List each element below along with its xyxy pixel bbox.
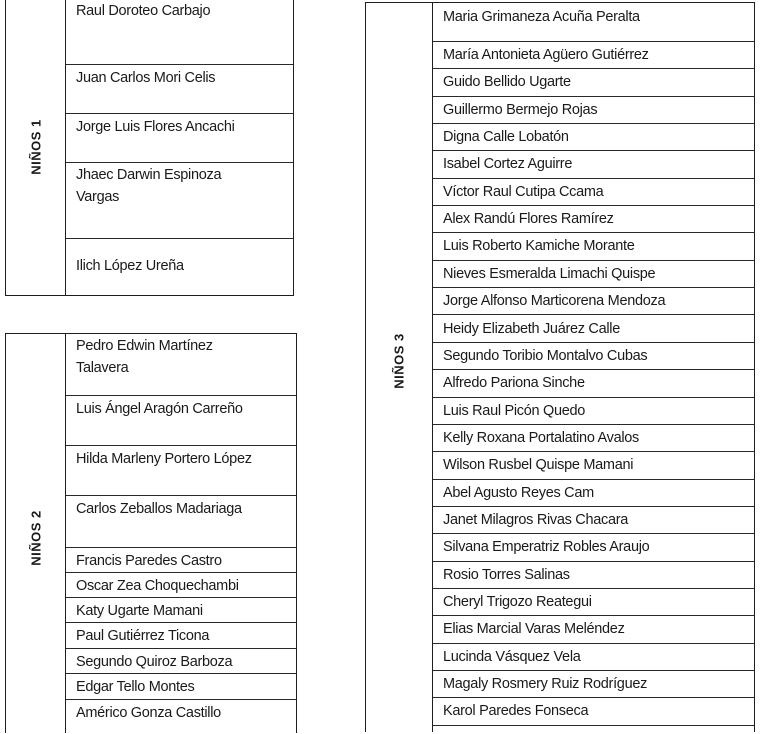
member-row bbox=[66, 396, 296, 446]
member-list bbox=[66, 0, 293, 295]
member-name: Abel Agusto Reyes Cam bbox=[443, 484, 594, 501]
group-ninos-3 bbox=[365, 2, 755, 732]
member-name: Karol Paredes Fonseca bbox=[443, 703, 589, 720]
member-row bbox=[66, 163, 293, 239]
member-row bbox=[433, 616, 754, 643]
member-row bbox=[433, 97, 754, 124]
member-name: Juan Carlos Mori Celis bbox=[76, 70, 216, 86]
member-name: Wilson Rusbel Quispe Mamani bbox=[443, 457, 634, 474]
member-row bbox=[66, 446, 296, 496]
member-name: Elias Marcial Varas Meléndez bbox=[443, 621, 625, 638]
member-name: Pedro Edwin Martínez Talavera bbox=[76, 338, 213, 376]
member-row bbox=[433, 316, 754, 343]
group-label: NIÑOS 2 bbox=[28, 510, 43, 566]
member-name: Jorge Luis Flores Ancachi bbox=[76, 119, 235, 135]
member-row bbox=[433, 288, 754, 315]
member-row bbox=[433, 124, 754, 151]
member-row bbox=[66, 334, 296, 396]
member-list bbox=[66, 334, 296, 733]
member-row bbox=[66, 496, 296, 548]
member-name: Américo Gonza Castillo bbox=[76, 705, 221, 721]
member-name: María Antonieta Agüero Gutiérrez bbox=[443, 47, 649, 63]
member-row bbox=[433, 3, 754, 42]
member-name: Heidy Elizabeth Juárez Calle bbox=[443, 320, 620, 337]
member-row bbox=[66, 598, 296, 623]
member-name: Segundo Toribio Montalvo Cubas bbox=[443, 347, 648, 364]
member-row bbox=[433, 644, 754, 671]
member-name: Luis Raul Picón Quedo bbox=[443, 402, 586, 419]
member-row bbox=[433, 698, 754, 725]
member-row bbox=[66, 239, 293, 296]
member-row bbox=[433, 398, 754, 425]
member-row bbox=[66, 65, 293, 114]
member-row bbox=[433, 425, 754, 452]
member-name: Maria Grimaneza Acuña Peralta bbox=[443, 9, 640, 25]
member-name: Ilich López Ureña bbox=[76, 258, 184, 274]
member-name: Rosio Torres Salinas bbox=[443, 566, 570, 583]
member-row bbox=[433, 343, 754, 370]
member-row bbox=[433, 370, 754, 397]
member-row bbox=[433, 206, 754, 233]
member-name: Silvana Emperatriz Robles Araujo bbox=[443, 539, 650, 556]
group-ninos-1 bbox=[5, 0, 294, 296]
member-name: Luis Roberto Kamiche Morante bbox=[443, 238, 635, 255]
member-row bbox=[433, 151, 754, 178]
member-name: Kelly Roxana Portalatino Avalos bbox=[443, 429, 639, 446]
member-name: Katy Ugarte Mamani bbox=[76, 603, 203, 619]
group-label-cell bbox=[366, 3, 433, 732]
member-name: Guido Bellido Ugarte bbox=[443, 74, 571, 91]
member-name: Luis Ángel Aragón Carreño bbox=[76, 401, 243, 417]
member-name: Víctor Raul Cutipa Ccama bbox=[443, 183, 604, 200]
member-name: Alex Randú Flores Ramírez bbox=[443, 211, 614, 228]
member-row bbox=[433, 480, 754, 507]
member-name: Cheryl Trigozo Reategui bbox=[443, 594, 592, 610]
member-row bbox=[66, 0, 293, 65]
member-row bbox=[433, 233, 754, 260]
member-name: Janet Milagros Rivas Chacara bbox=[443, 511, 629, 528]
member-row bbox=[433, 42, 754, 69]
member-row bbox=[433, 589, 754, 616]
member-name: Paul Gutiérrez Ticona bbox=[76, 628, 210, 644]
member-row bbox=[66, 623, 296, 649]
member-row bbox=[433, 452, 754, 479]
member-name: Hilda Marleny Portero López bbox=[76, 451, 252, 467]
member-row bbox=[433, 261, 754, 288]
member-name: Jorge Alfonso Marticorena Mendoza bbox=[443, 293, 666, 310]
member-name: Magaly Rosmery Ruiz Rodríguez bbox=[443, 676, 648, 693]
member-row bbox=[66, 649, 296, 674]
member-row bbox=[433, 671, 754, 698]
member-row bbox=[433, 179, 754, 206]
member-name: Isabel Cortez Aguirre bbox=[443, 156, 573, 173]
member-name: Alfredo Pariona Sinche bbox=[443, 375, 585, 392]
member-row bbox=[433, 69, 754, 96]
member-name: Francis Paredes Castro bbox=[76, 553, 222, 569]
group-label-cell bbox=[6, 0, 66, 295]
member-row bbox=[66, 573, 296, 598]
group-label: NIÑOS 1 bbox=[28, 118, 43, 175]
member-row bbox=[433, 507, 754, 534]
group-label: NIÑOS 3 bbox=[391, 333, 407, 389]
member-row bbox=[66, 548, 296, 573]
member-name: Lucinda Vásquez Vela bbox=[443, 648, 581, 665]
member-list bbox=[433, 3, 754, 732]
member-name: Raul Doroteo Carbajo bbox=[76, 3, 211, 19]
member-name: Jhaec Darwin Espinoza Vargas bbox=[76, 167, 222, 205]
member-name: Segundo Quiroz Barboza bbox=[76, 654, 233, 670]
member-name: Edgar Tello Montes bbox=[76, 679, 195, 695]
group-ninos-2 bbox=[5, 333, 297, 733]
member-row bbox=[66, 700, 296, 734]
member-name: Guillermo Bermejo Rojas bbox=[443, 101, 598, 118]
member-name: Digna Calle Lobatón bbox=[443, 129, 569, 146]
member-name: Nieves Esmeralda Limachi Quispe bbox=[443, 265, 656, 282]
member-name: Carlos Zeballos Madariaga bbox=[76, 501, 242, 517]
group-label-cell bbox=[6, 334, 66, 733]
member-row bbox=[66, 674, 296, 700]
member-row bbox=[433, 534, 754, 561]
member-row bbox=[66, 114, 293, 163]
member-name: Oscar Zea Choquechambi bbox=[76, 578, 239, 594]
member-row bbox=[433, 562, 754, 589]
